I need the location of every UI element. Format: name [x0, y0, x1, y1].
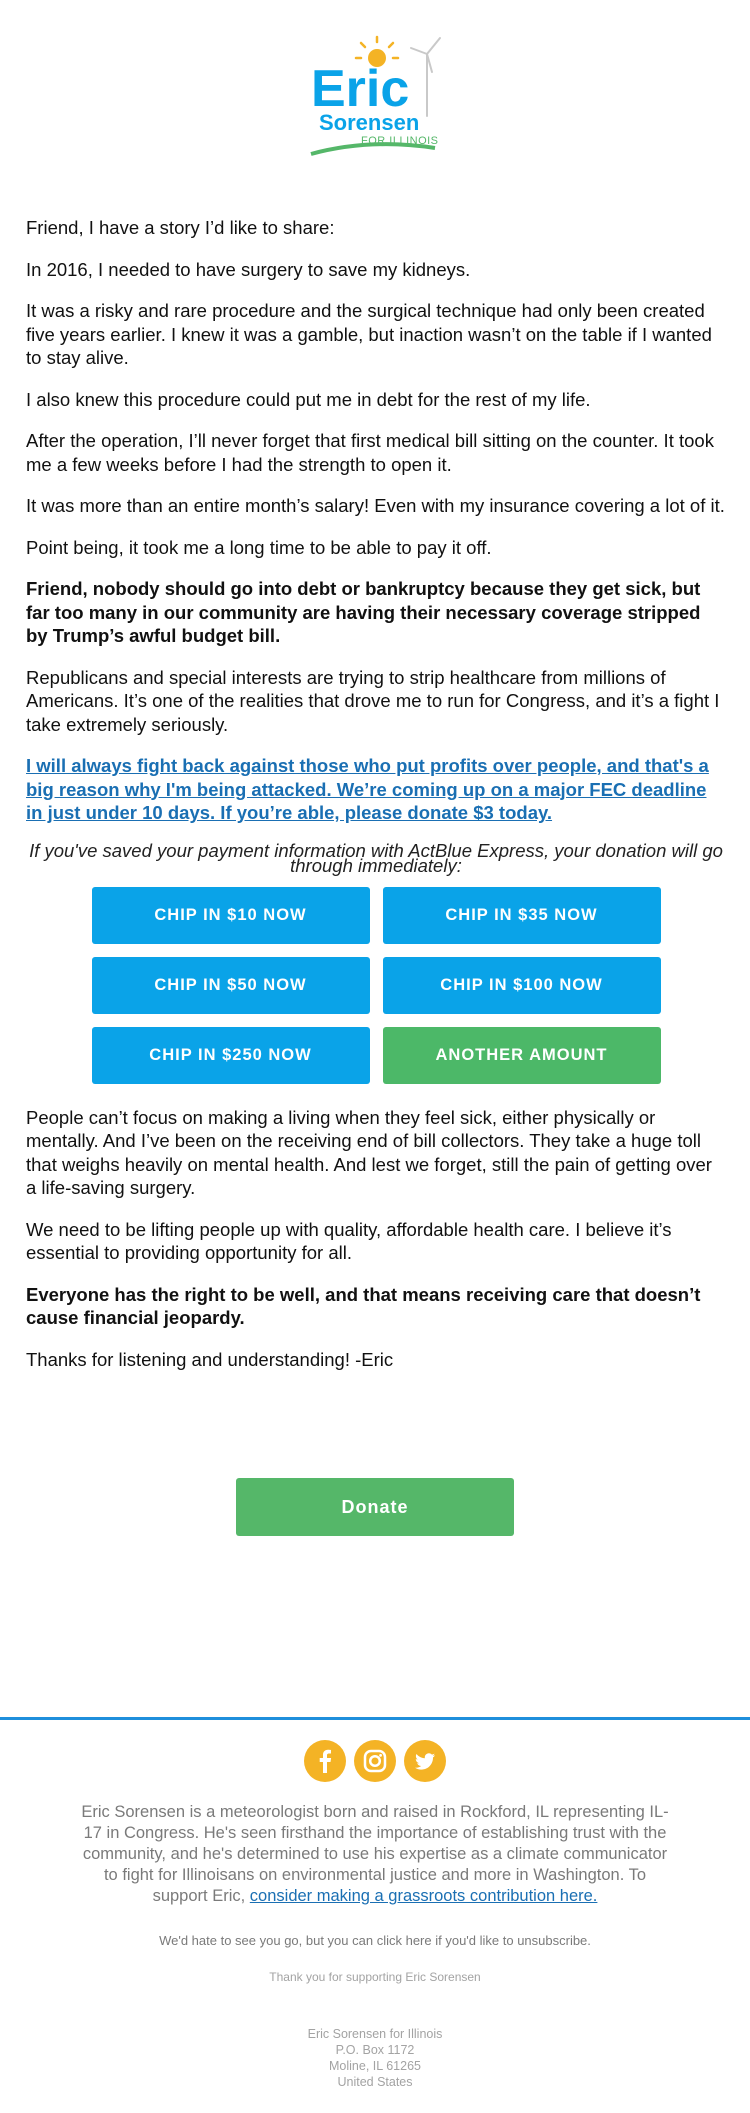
facebook-icon[interactable] — [304, 1740, 346, 1782]
signoff: Thanks for listening and understanding! -Eric — [26, 1348, 394, 1370]
body-paragraph-bold: Friend, nobody should go into debt or bankruptcy because they get sick, but far too many in our community are having their necessary coverage stripped by Trump’s awful budget bill. — [26, 578, 701, 646]
another-amount-button[interactable]: ANOTHER AMOUNT — [383, 1027, 661, 1084]
body-paragraph-bold: Everyone has the right to be well, and that means receiving care that doesn’t cause financial jeopardy. — [26, 1283, 701, 1328]
wind-turbine-icon — [411, 38, 440, 116]
body-paragraph: In 2016, I needed to have surgery to save my kidneys. — [26, 258, 471, 280]
logo-last-name: Sorensen — [319, 110, 420, 135]
actblue-express-note: If you've saved your payment information with ActBlue Express, your donation will go through immediately: — [29, 839, 723, 876]
body-paragraph: Point being, it took me a long time to be able to pay it off. — [26, 536, 492, 558]
logo-swoosh — [311, 144, 435, 154]
body-paragraph: I also knew this procedure could put me in debt for the rest of my life. — [26, 388, 591, 410]
chip-in-250-button[interactable]: CHIP IN $250 NOW — [92, 1027, 370, 1084]
body-paragraph: Friend, I have a story I’d like to share: — [26, 217, 335, 238]
body-paragraph: People can’t focus on making a living when they feel sick, either physically or mentally. And I’ve been on the receiving end of bill collectors. They take a huge toll that weighs heavily on mental health. And lest we forget, still the pain of getting over a life-saving surgery. — [26, 1106, 712, 1198]
chip-in-100-button[interactable]: CHIP IN $100 NOW — [383, 957, 661, 1014]
social-links — [0, 1740, 750, 1782]
footer-bio — [80, 1802, 670, 1907]
address-line: Moline, IL 61265 — [329, 2059, 421, 2073]
grassroots-contribution-link[interactable]: consider making a grassroots contribution here. — [249, 1887, 598, 1905]
body-paragraph: After the operation, I’ll never forget that first medical bill sitting on the counter. It took me a few weeks before I had the strength to open it. — [26, 430, 714, 475]
email-body — [26, 216, 726, 1389]
chip-in-50-button[interactable]: CHIP IN $50 NOW — [92, 957, 370, 1014]
cta-paragraph — [26, 754, 726, 825]
footer-divider — [0, 1717, 750, 1720]
body-paragraph: It was more than an entire month’s salary! Even with my insurance covering a lot of it. — [26, 495, 725, 516]
address-line: Eric Sorensen for Illinois — [307, 2027, 443, 2041]
body-paragraph: We need to be lifting people up with quality, affordable health care. I believe it’s essential to providing opportunity for all. — [26, 1218, 672, 1263]
campaign-logo-graphic — [295, 34, 455, 164]
footer-bio-text: Eric Sorensen is a meteorologist born and raised in Rockford, IL representing IL-17 in Congress. He's seen firsthand the importance of establishing trust with the community, and he's determined to use his expertise as a climate communicator to fight for Illinoisans on environmental justice and more in Washington. To support Eric, — [81, 1803, 669, 1905]
address-line: United States — [337, 2075, 413, 2089]
mailing-address — [0, 2026, 750, 2090]
donation-button-grid — [26, 887, 726, 1084]
unsubscribe-text[interactable]: We'd hate to see you go, but you can click here if you'd like to unsubscribe. — [159, 1933, 591, 1948]
instagram-icon[interactable] — [354, 1740, 396, 1782]
logo-first-name: Eric — [311, 60, 410, 118]
chip-in-35-button[interactable]: CHIP IN $35 NOW — [383, 887, 661, 944]
chip-in-10-button[interactable]: CHIP IN $10 NOW — [92, 887, 370, 944]
thanks-text: Thank you for supporting Eric Sorensen — [269, 1970, 481, 1984]
donate-button[interactable]: Donate — [236, 1478, 514, 1536]
address-line: P.O. Box 1172 — [335, 2043, 415, 2057]
body-paragraph: It was a risky and rare procedure and the surgical technique had only been created five years earlier. I knew it was a gamble, but inaction wasn’t on the table if I wanted to stay alive. — [26, 300, 712, 368]
twitter-icon[interactable] — [404, 1740, 446, 1782]
campaign-logo — [0, 34, 750, 164]
donate-cta-link[interactable]: I will always fight back against those who put profits over people, and that's a big reason why I'm being attacked. We’re coming up on a major FEC deadline in just under 10 days. If you’re able, please donate $3 today. — [26, 755, 709, 823]
body-paragraph: Republicans and special interests are trying to strip healthcare from millions of Americans. It’s one of the realities that drove me to run for Congress, and it’s a fight I take extremely seriously. — [26, 666, 720, 735]
logo-tagline: FOR ILLINOIS — [361, 135, 439, 147]
